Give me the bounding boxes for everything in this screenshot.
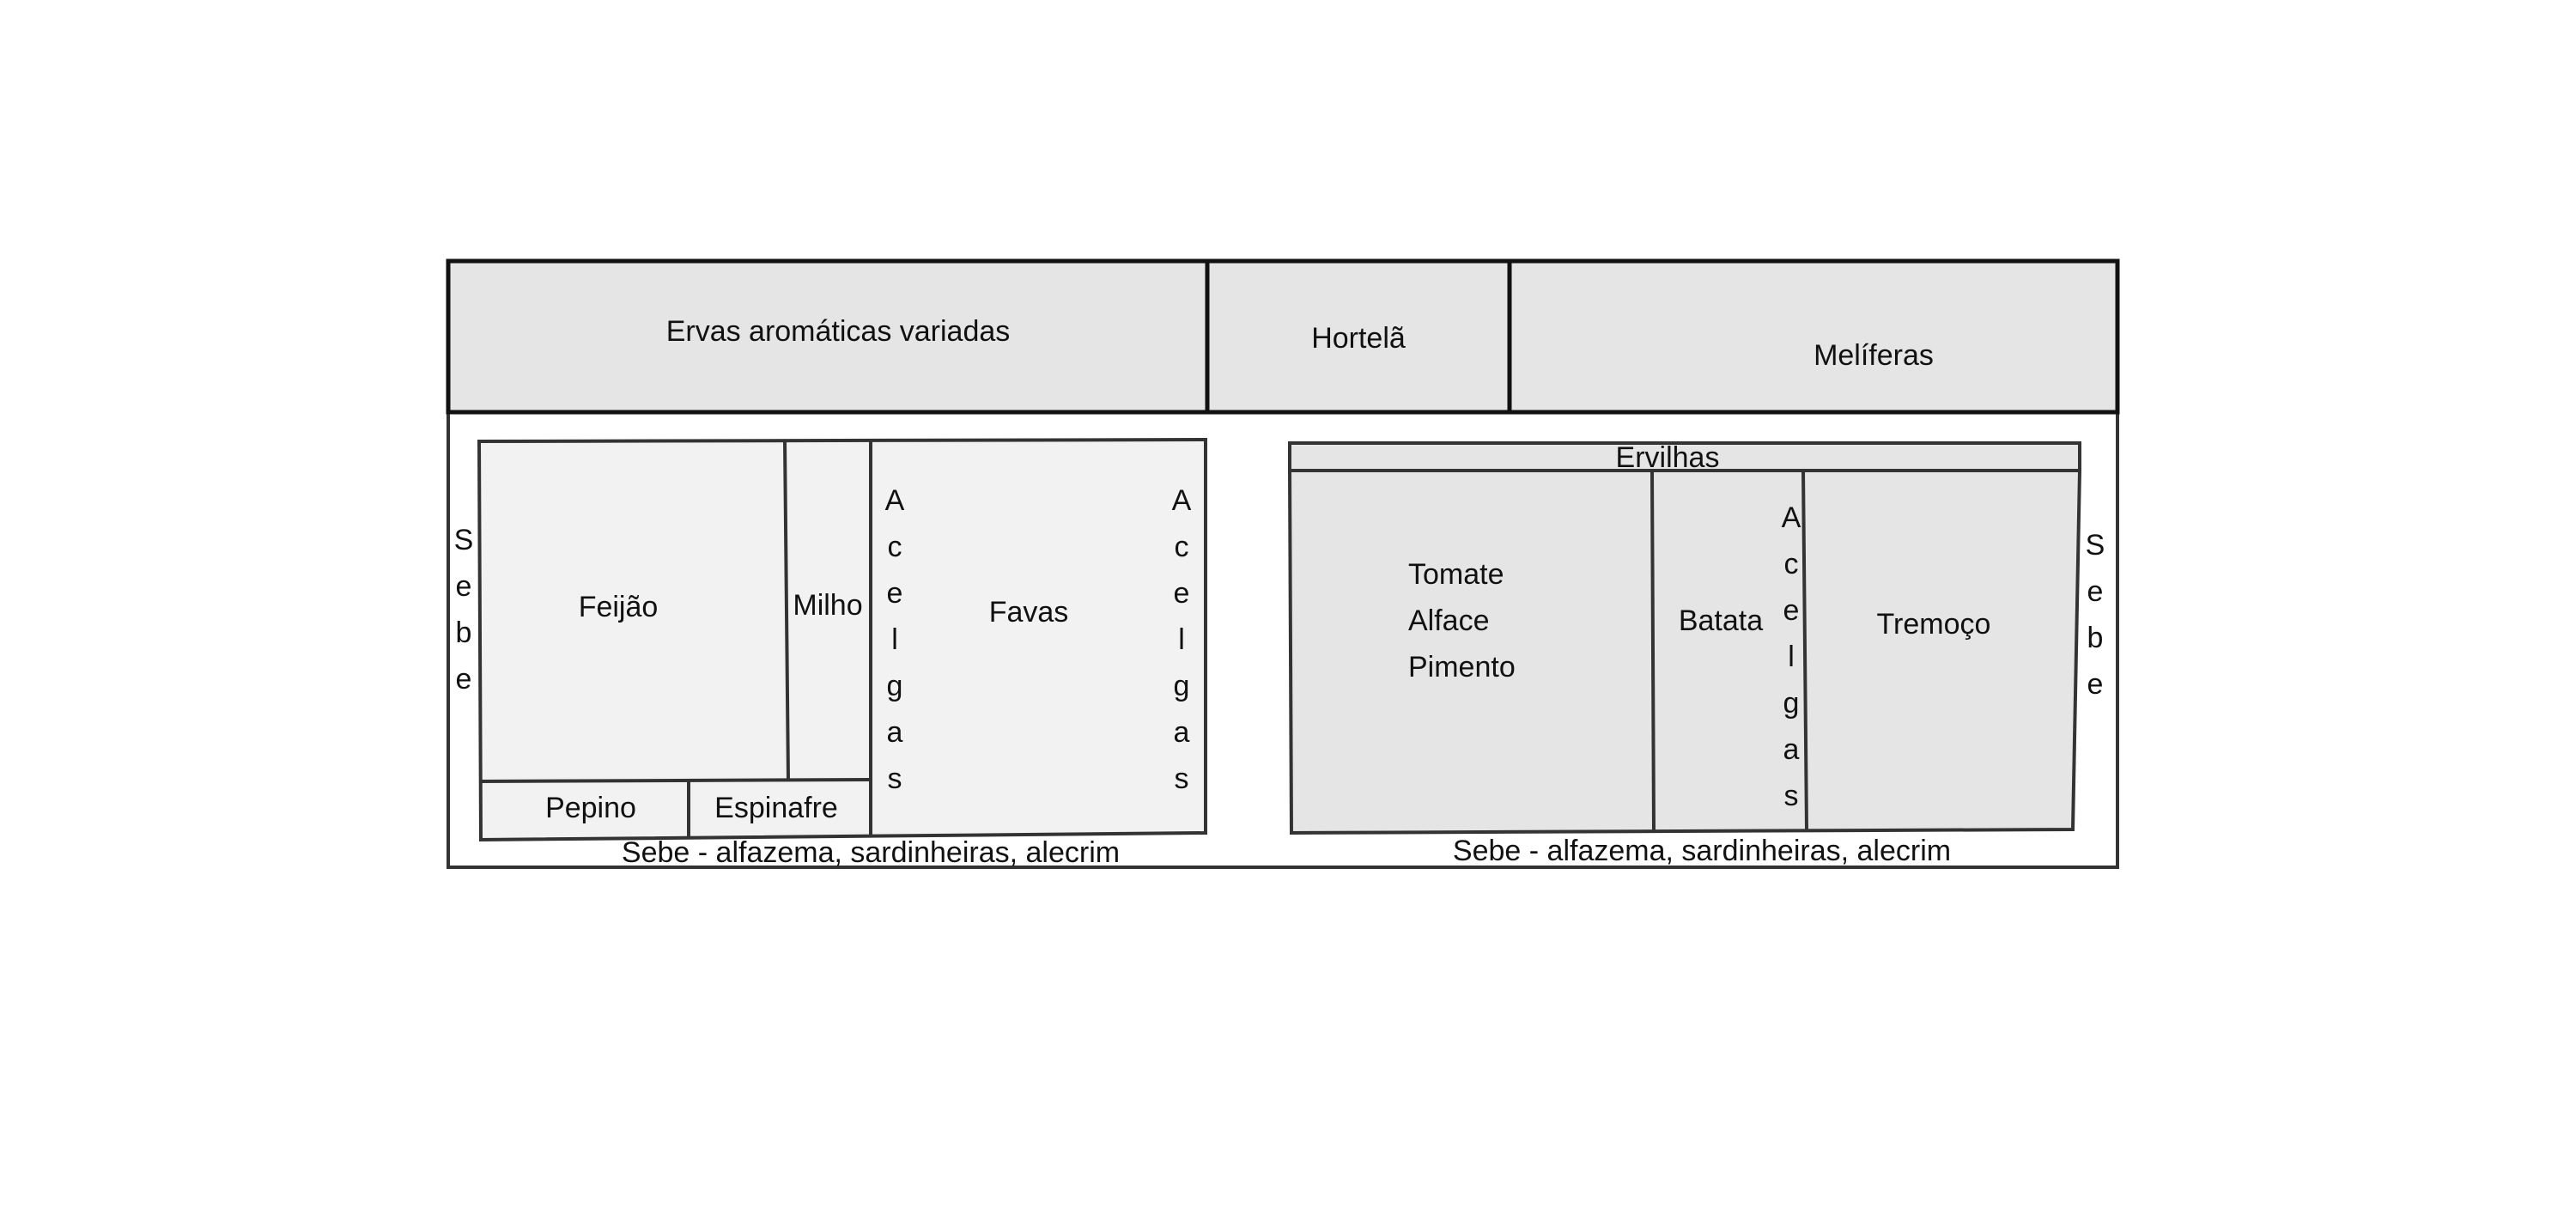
vertical-label-letter: b — [455, 617, 472, 649]
vertical-label-letter: c — [1783, 548, 1799, 580]
vertical-label-letter: e — [886, 577, 903, 610]
vertical-label-letter: S — [453, 524, 474, 556]
bee-plants-bed — [1510, 261, 2117, 412]
vertical-label-letter: e — [2087, 575, 2104, 608]
vertical-label-letter: A — [884, 484, 905, 517]
right-bed — [1290, 441, 2105, 867]
vertical-label-letter: e — [455, 663, 472, 696]
vertical-label-letter: l — [1178, 623, 1185, 656]
peas-label: Ervilhas — [1615, 441, 1720, 474]
vertical-label-letter: e — [455, 570, 472, 603]
herbs-label: Ervas aromáticas variadas — [665, 315, 1011, 348]
lettuce-label: Alface — [1408, 604, 1490, 637]
vertical-label-letter: g — [886, 670, 903, 702]
left-bed — [454, 440, 1206, 869]
right-bed-divider-tomato-potato — [1652, 471, 1654, 831]
vertical-label-letter: g — [1173, 670, 1190, 702]
vertical-label-letter: A — [1171, 484, 1192, 517]
vertical-label-letter: c — [1174, 531, 1189, 563]
beans-label: Feijão — [578, 591, 659, 623]
vertical-label-letter: A — [1781, 501, 1801, 534]
lupin-label: Tremoço — [1876, 608, 1991, 641]
vertical-label-letter: s — [1174, 762, 1189, 795]
vertical-label-letter: S — [2085, 529, 2105, 562]
vertical-label-letter: e — [2087, 668, 2104, 701]
vertical-label-letter: c — [887, 531, 902, 563]
vertical-label-letter: a — [886, 716, 903, 749]
vertical-label-letter: l — [1788, 641, 1795, 673]
broad-beans-label: Favas — [988, 596, 1069, 629]
cucumber-label: Pepino — [545, 792, 636, 824]
tomato-label: Tomate — [1408, 558, 1504, 591]
left-hedge-bottom-label: Sebe - alfazema, sardinheiras, alecrim — [621, 836, 1121, 869]
vertical-label-letter: s — [1783, 780, 1799, 812]
left-bed-divider-horizontal — [479, 780, 871, 781]
pepper-label: Pimento — [1408, 651, 1516, 683]
vertical-label-letter: l — [891, 623, 898, 656]
vertical-label-letter: a — [1173, 716, 1190, 749]
corn-label: Milho — [793, 589, 863, 622]
vertical-label-letter: e — [1173, 577, 1190, 610]
vertical-label-letter: e — [1783, 594, 1800, 627]
vertical-label-letter: g — [1783, 687, 1800, 720]
spinach-label: Espinafre — [714, 792, 838, 824]
right-hedge-bottom-label: Sebe - alfazema, sardinheiras, alecrim — [1452, 835, 1952, 867]
potato-label: Batata — [1678, 604, 1764, 637]
mint-label: Hortelã — [1311, 322, 1406, 355]
bee-plants-label: Melíferas — [1814, 339, 1934, 372]
vertical-label-letter: a — [1783, 733, 1800, 766]
vertical-label-letter: s — [887, 762, 902, 795]
vertical-label-letter: b — [2087, 622, 2104, 654]
